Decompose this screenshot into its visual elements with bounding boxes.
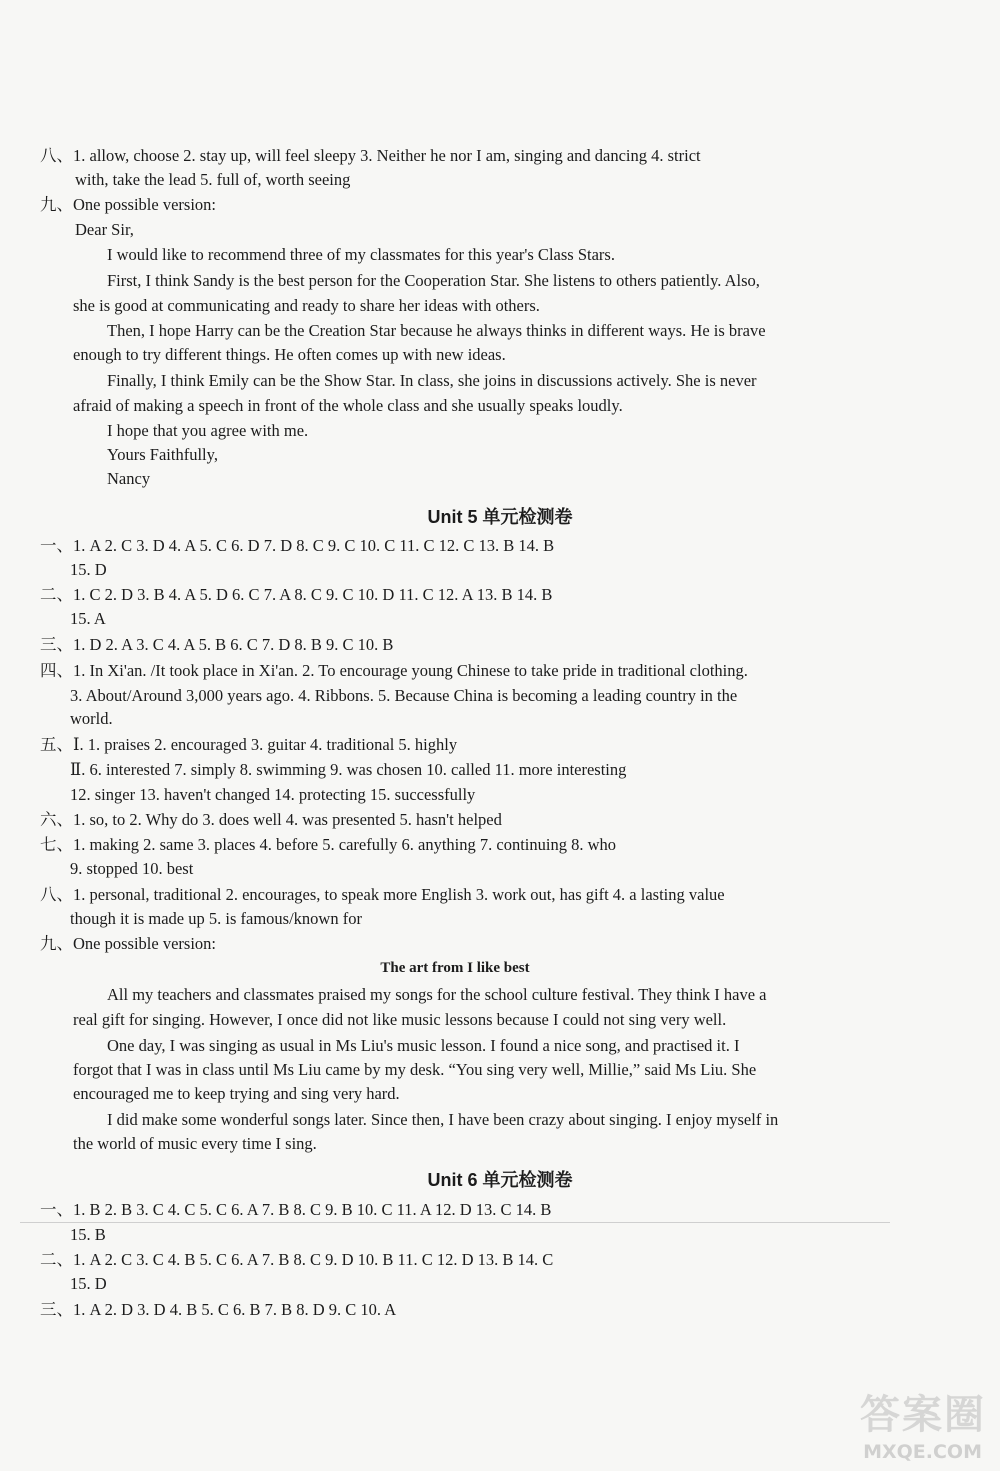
letter-line: Then, I hope Harry can be the Creation Star because he always thinks in different ways. He is brave xyxy=(107,321,766,340)
section-9-label: 九、One possible version: xyxy=(40,195,216,214)
unit5-section-2-cont: 15. A xyxy=(70,609,106,628)
unit5-title: Unit 5 单元检测卷 xyxy=(427,507,573,527)
unit5-section-4-cont: 3. About/Around 3,000 years ago. 4. Ribbons. 5. Because China is becoming a leading country in the xyxy=(70,686,738,705)
unit5-section-5-cont: 12. singer 13. haven't changed 14. protecting 15. successfully xyxy=(70,785,476,804)
unit5-section-2: 二、1. C 2. D 3. B 4. A 5. D 6. C 7. A 8. C 9. C 10. D 11. C 12. A 13. B 14. B xyxy=(40,585,553,604)
unit5-section-6: 六、1. so, to 2. Why do 3. does well 4. was presented 5. hasn't helped xyxy=(40,810,502,829)
unit5-section-5-cont: Ⅱ. 6. interested 7. simply 8. swimming 9. was chosen 10. called 11. more interesting xyxy=(70,760,627,779)
essay-line: One day, I was singing as usual in Ms Liu's music lesson. I found a nice song, and practised it. I xyxy=(107,1036,740,1055)
watermark-text: 答案圈 xyxy=(860,1392,986,1438)
letter-salutation: Dear Sir, xyxy=(75,220,134,239)
letter-line: afraid of making a speech in front of the whole class and she usually speaks loudly. xyxy=(73,396,623,415)
letter-line: I hope that you agree with me. xyxy=(107,421,309,440)
unit5-section-5: 五、Ⅰ. 1. praises 2. encouraged 3. guitar 4. traditional 5. highly xyxy=(40,735,458,754)
unit6-section-1-cont: 15. B xyxy=(70,1225,106,1244)
unit5-section-4: 四、1. In Xi'an. /It took place in Xi'an. 2. To encourage young Chinese to take pride in traditional clothing. xyxy=(40,661,748,680)
site-watermark-logo xyxy=(836,1383,986,1463)
unit6-section-1: 一、1. B 2. B 3. C 4. C 5. C 6. A 7. B 8. C 9. B 10. C 11. A 12. D 13. C 14. B xyxy=(40,1200,552,1219)
watermark-url: MXQE.COM xyxy=(863,1441,982,1463)
letter-line: enough to try different things. He often comes up with new ideas. xyxy=(73,345,506,364)
unit5-section-4-cont: world. xyxy=(70,709,113,728)
divider xyxy=(20,1222,890,1223)
essay-line: All my teachers and classmates praised my songs for the school culture festival. They think I have a xyxy=(107,985,767,1004)
letter-signature: Nancy xyxy=(107,469,151,488)
letter-closing: Yours Faithfully, xyxy=(107,445,218,464)
unit6-section-3: 三、1. A 2. D 3. D 4. B 5. C 6. B 7. B 8. D 9. C 10. A xyxy=(40,1300,397,1319)
letter-line: I would like to recommend three of my classmates for this year's Class Stars. xyxy=(107,245,615,264)
essay-title: The art from I like best xyxy=(380,960,530,976)
unit6-section-2-cont: 15. D xyxy=(70,1274,107,1293)
letter-line: Finally, I think Emily can be the Show Star. In class, she joins in discussions actively. She is never xyxy=(107,371,757,390)
unit5-section-1-cont: 15. D xyxy=(70,560,107,579)
letter-line: she is good at communicating and ready to share her ideas with others. xyxy=(73,296,540,315)
section-8-answers-cont: with, take the lead 5. full of, worth seeing xyxy=(75,170,351,189)
unit5-section-7: 七、1. making 2. same 3. places 4. before 5. carefully 6. anything 7. continuing 8. who xyxy=(40,835,616,854)
unit6-title: Unit 6 单元检测卷 xyxy=(427,1170,573,1190)
unit5-section-3: 三、1. D 2. A 3. C 4. A 5. B 6. C 7. D 8. B 9. C 10. B xyxy=(40,635,394,654)
essay-line: real gift for singing. However, I once did not like music lessons because I could not sing very well. xyxy=(73,1010,727,1029)
section-8-answers: 八、1. allow, choose 2. stay up, will feel sleepy 3. Neither he nor I am, singing and dancing 4. strict xyxy=(40,146,701,165)
unit5-section-8-cont: though it is made up 5. is famous/known for xyxy=(70,909,362,928)
unit5-section-9: 九、One possible version: xyxy=(40,934,216,953)
essay-line: I did make some wonderful songs later. Since then, I have been crazy about singing. I enjoy myself in xyxy=(107,1110,779,1129)
essay-line: the world of music every time I sing. xyxy=(73,1134,317,1153)
letter-line: First, I think Sandy is the best person for the Cooperation Star. She listens to others patiently. Also, xyxy=(107,271,760,290)
essay-line: forgot that I was in class until Ms Liu came by my desk. “You sing very well, Millie,” said Ms Liu. She xyxy=(73,1060,757,1079)
essay-line: encouraged me to keep trying and sing very hard. xyxy=(73,1084,400,1103)
unit5-section-1: 一、1. A 2. C 3. D 4. A 5. C 6. D 7. D 8. C 9. C 10. C 11. C 12. C 13. B 14. B xyxy=(40,536,555,555)
unit5-section-7-cont: 9. stopped 10. best xyxy=(70,859,194,878)
unit6-section-2: 二、1. A 2. C 3. C 4. B 5. C 6. A 7. B 8. C 9. D 10. B 11. C 12. D 13. B 14. C xyxy=(40,1250,554,1269)
unit5-section-8: 八、1. personal, traditional 2. encourages, to speak more English 3. work out, has gift 4. a lasting value xyxy=(40,885,725,904)
